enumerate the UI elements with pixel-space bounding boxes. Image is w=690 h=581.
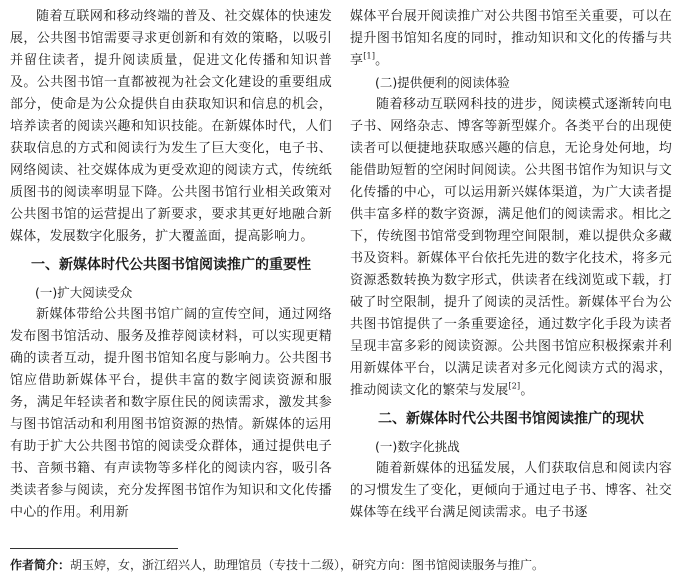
reference-marker-2[interactable]: [2] xyxy=(508,381,521,391)
section-heading-importance: 一、新媒体时代公共图书馆阅读推广的重要性 xyxy=(31,257,311,273)
subheading-expand-audience: (一)扩大阅读受众 xyxy=(35,285,133,300)
left-column xyxy=(10,6,332,524)
footnote-divider xyxy=(10,548,178,549)
subheading-convenient-reading: (二)提供便利的阅读体验 xyxy=(375,75,510,90)
reference-marker-1[interactable]: [1] xyxy=(363,51,376,61)
convenient-reading-end: 。 xyxy=(520,383,534,398)
expand-audience-paragraph: 新媒体带给公共图书馆广阔的宣传空间，通过网络发布图书馆活动、服务及推荐阅读材料，可以实现更精确的读者互动，提升图书馆知名度与影响力。公共图书馆应借助新媒体平台，提供丰富的数字阅读资源和服务，满足年轻读者和数字原住民的阅读需求，激发其参与图书馆活动和利用图书馆资源的热情。新媒体的运用有助于扩大公共图书馆的阅读受众群体，通过提供电子书、音频书籍、有声读物等多样化的阅读内容，吸引各类读者参与阅读，充分发挥图书馆作为知识和文化传播中心的作用。利用新 xyxy=(10,307,332,520)
convenient-reading-paragraph xyxy=(350,94,672,402)
continued-paragraph xyxy=(350,6,672,72)
footnote-text: 胡玉婷，女，浙江绍兴人，助理馆员（专技十二级），研究方向：图书馆阅读服务与推广。 xyxy=(70,558,545,572)
right-column xyxy=(350,6,672,524)
convenient-reading-text: 随着移动互联网科技的进步，阅读模式逐渐转向电子书、网络杂志、博客等新型媒介。各类平台的出现使读者可以便捷地获取感兴趣的信息，无论身处何地，均能借助短暂的空闲时间阅读。公共图书馆作为知识与文化传播的中心，可以运用新兴媒体渠道，为广大读者提供丰富多样的数字资源，满足他们的阅读需求。相比之下，传统图书馆常受到物理空间限制，难以提供众多藏书及资料。新媒体平台依托先进的数字化技术，将多元资源悉数转换为数字形式，供读者在线浏览或下载，打破了时空限制，提升了阅读的灵活性。新媒体平台为公共图书馆提供了一条重要途径，通过数字化手段为读者呈现丰富多彩的阅读资源。公共图书馆应积极探索并利用新媒体平台，以满足读者对多元化阅读方式的渴求，推动阅读文化的繁荣与发展 xyxy=(350,97,672,398)
digital-challenge-paragraph: 随着新媒体的迅猛发展，人们获取信息和阅读内容的习惯发生了变化，更倾向于通过电子书、博客、社交媒体等在线平台满足阅读需求。电子书逐 xyxy=(350,461,672,520)
footnote-label: 作者简介： xyxy=(10,558,71,572)
subheading-digital-challenge: (一)数字化挑战 xyxy=(375,439,460,454)
intro-paragraph: 随着互联网和移动终端的普及、社交媒体的快速发展，公共图书馆需要寻求更创新和有效的策略，以吸引并留住读者，提升阅读质量，促进文化传播和知识普及。公共图书馆一直都被视为社会文化建设的重要组成部分，使命是为公众提供自由获取知识和信息的机会，培养读者的阅读兴趣和知识技能。在新媒体时代，人们获取信息的方式和阅读行为发生了巨大变化，电子书、网络阅读、社交媒体成为更受欢迎的阅读方式，传统纸质图书的阅读率明显下降。公共图书馆行业相关政策对公共图书馆的运营提出了新要求，要求其更好地融合新媒体，发展数字化服务，扩大覆盖面，提高影响力。 xyxy=(10,9,332,244)
author-footnote xyxy=(10,556,680,574)
continued-end: 。 xyxy=(375,53,389,68)
continued-text: 媒体平台展开阅读推广对公共图书馆至关重要，可以在提升图书馆知名度的同时，推动知识和文化的传播与共享 xyxy=(350,9,672,68)
section-heading-status: 二、新媒体时代公共图书馆阅读推广的现状 xyxy=(378,411,644,427)
